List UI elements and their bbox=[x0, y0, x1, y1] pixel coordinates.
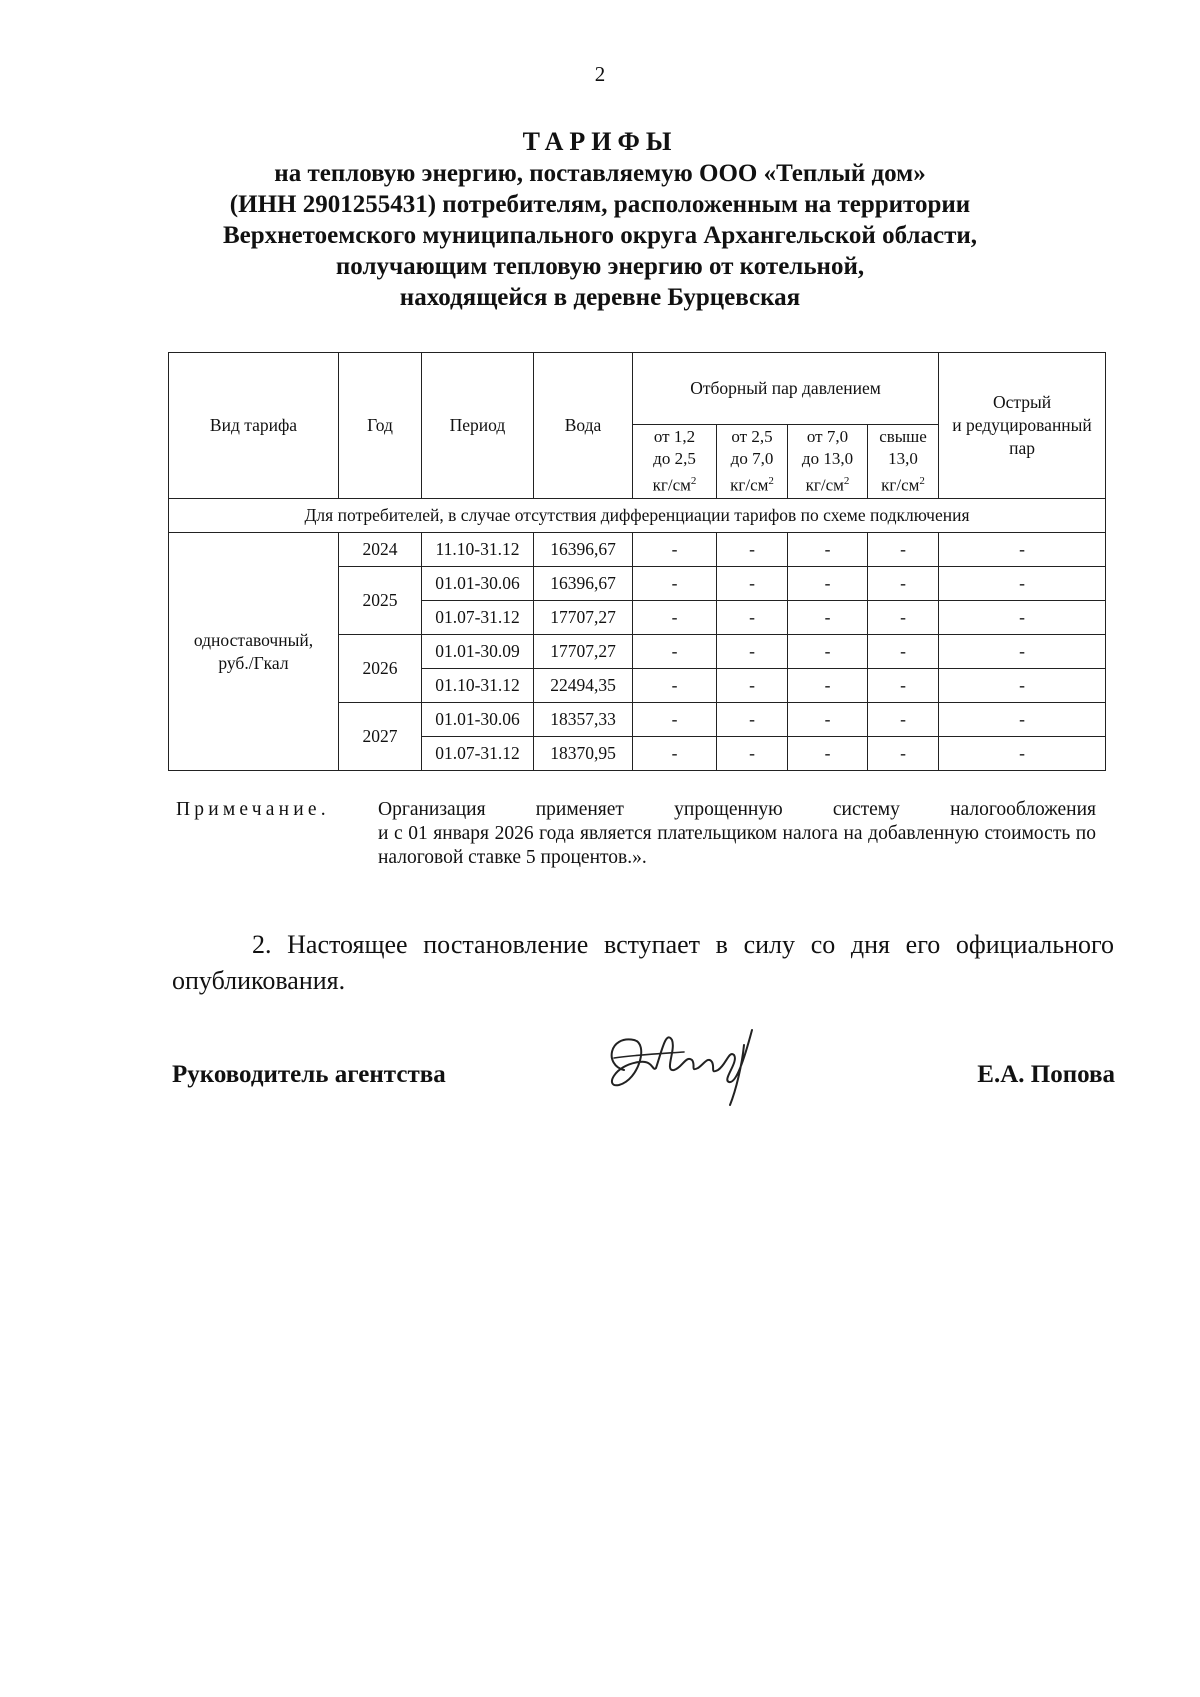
period-cell: 01.01-30.06 bbox=[422, 567, 534, 601]
heading-line: на тепловую энергию, поставляемую ООО «Теплый дом» bbox=[274, 160, 926, 187]
sharp-steam-cell: - bbox=[939, 703, 1106, 737]
steam-cell: - bbox=[868, 635, 939, 669]
sharp-steam-cell: - bbox=[939, 635, 1106, 669]
note-line: и с 01 января 2026 года является плательщиком налога на добавленную стоимость по налоговой ставке 5 процентов.». bbox=[378, 823, 1096, 868]
period-cell: 01.07-31.12 bbox=[422, 601, 534, 635]
header-sharp-line: Острый bbox=[992, 392, 1052, 412]
heading-title: ТАРИФЫ bbox=[522, 127, 678, 156]
sharp-steam-cell: - bbox=[939, 601, 1106, 635]
steam-cell: - bbox=[868, 601, 939, 635]
note-label: Примечание. bbox=[176, 799, 330, 820]
sharp-steam-cell: - bbox=[939, 669, 1106, 703]
heading-line: получающим тепловую энергию от котельной, bbox=[335, 253, 865, 280]
period-cell: 01.10-31.12 bbox=[422, 669, 534, 703]
water-cell: 16396,67 bbox=[534, 567, 633, 601]
steam-cell: - bbox=[717, 669, 788, 703]
note-line: Организация применяет упрощенную систему налогообложения bbox=[378, 799, 1096, 820]
section-title-row: Для потребителей, в случае отсутствия дифференциации тарифов по схеме подключения bbox=[169, 499, 1106, 533]
period-cell: 01.01-30.09 bbox=[422, 635, 534, 669]
steam-cell: - bbox=[633, 669, 717, 703]
steam-cell: - bbox=[788, 737, 868, 771]
header-period: Период bbox=[422, 353, 534, 499]
steam-cell: - bbox=[788, 601, 868, 635]
header-tariff-type: Вид тарифа bbox=[169, 353, 339, 499]
steam-cell: - bbox=[633, 737, 717, 771]
steam-cell: - bbox=[868, 533, 939, 567]
year-cell: 2025 bbox=[339, 567, 422, 635]
period-cell: 11.10-31.12 bbox=[422, 533, 534, 567]
page-number: 2 bbox=[594, 62, 606, 86]
decree-text: 2. Настоящее постановление вступает в силу со дня его официального опубликования. bbox=[172, 930, 1114, 995]
header-water: Вода bbox=[534, 353, 633, 499]
table-row bbox=[169, 533, 1106, 567]
header-steam-col: от 7,0 до 13,0 $кг/см^2$ bbox=[788, 425, 868, 499]
header-steam-col: от 2,5 до 7,0 $кг/см^2$ bbox=[717, 425, 788, 499]
steam-cell: - bbox=[717, 635, 788, 669]
sharp-steam-cell: - bbox=[939, 567, 1106, 601]
signer-name: Е.А. Попова bbox=[977, 1061, 1115, 1088]
tariff-type-cell: одноставочный, руб./Гкал bbox=[169, 533, 339, 771]
period-cell: 01.07-31.12 bbox=[422, 737, 534, 771]
header-sharp-line: и редуцированный bbox=[952, 415, 1092, 435]
steam-cell: - bbox=[868, 567, 939, 601]
water-cell: 22494,35 bbox=[534, 669, 633, 703]
steam-cell: - bbox=[868, 703, 939, 737]
steam-cell: - bbox=[868, 737, 939, 771]
heading-line: (ИНН 2901255431) потребителям, расположенным на территории bbox=[229, 191, 971, 218]
steam-cell: - bbox=[788, 635, 868, 669]
note-text bbox=[378, 798, 1096, 870]
year-cell: 2027 bbox=[339, 703, 422, 771]
steam-cell: - bbox=[633, 635, 717, 669]
steam-cell: - bbox=[788, 703, 868, 737]
water-cell: 17707,27 bbox=[534, 635, 633, 669]
steam-cell: - bbox=[717, 533, 788, 567]
steam-cell: - bbox=[633, 567, 717, 601]
header-steam-group: Отборный пар давлением bbox=[633, 353, 939, 425]
period-cell: 01.01-30.06 bbox=[422, 703, 534, 737]
water-cell: 18370,95 bbox=[534, 737, 633, 771]
year-cell: 2026 bbox=[339, 635, 422, 703]
steam-cell: - bbox=[868, 669, 939, 703]
steam-cell: - bbox=[633, 533, 717, 567]
handwritten-signature bbox=[594, 1010, 774, 1110]
steam-cell: - bbox=[717, 703, 788, 737]
decree-paragraph bbox=[172, 927, 1114, 999]
header-sharp-line: пар bbox=[1009, 438, 1035, 458]
water-cell: 18357,33 bbox=[534, 703, 633, 737]
year-cell: 2024 bbox=[339, 533, 422, 567]
steam-cell: - bbox=[788, 669, 868, 703]
steam-cell: - bbox=[717, 567, 788, 601]
steam-cell: - bbox=[633, 703, 717, 737]
sharp-steam-cell: - bbox=[939, 533, 1106, 567]
header-sharp-steam bbox=[939, 353, 1106, 499]
steam-cell: - bbox=[788, 567, 868, 601]
steam-cell: - bbox=[788, 533, 868, 567]
header-steam-col: свыше 13,0 $кг/см^2$ bbox=[868, 425, 939, 499]
signer-title: Руководитель агентства bbox=[172, 1061, 446, 1088]
steam-cell: - bbox=[717, 601, 788, 635]
water-cell: 17707,27 bbox=[534, 601, 633, 635]
sharp-steam-cell: - bbox=[939, 737, 1106, 771]
tariffs-table bbox=[168, 352, 1106, 771]
water-cell: 16396,67 bbox=[534, 533, 633, 567]
steam-cell: - bbox=[633, 601, 717, 635]
heading-line: Верхнетоемского муниципального округа Архангельской области, bbox=[222, 222, 978, 249]
header-year: Год bbox=[339, 353, 422, 499]
header-steam-col: от 1,2 до 2,5 $кг/см^2$ bbox=[633, 425, 717, 499]
document-heading bbox=[150, 126, 1050, 313]
steam-cell: - bbox=[717, 737, 788, 771]
heading-line: находящейся в деревне Бурцевская bbox=[399, 284, 801, 311]
